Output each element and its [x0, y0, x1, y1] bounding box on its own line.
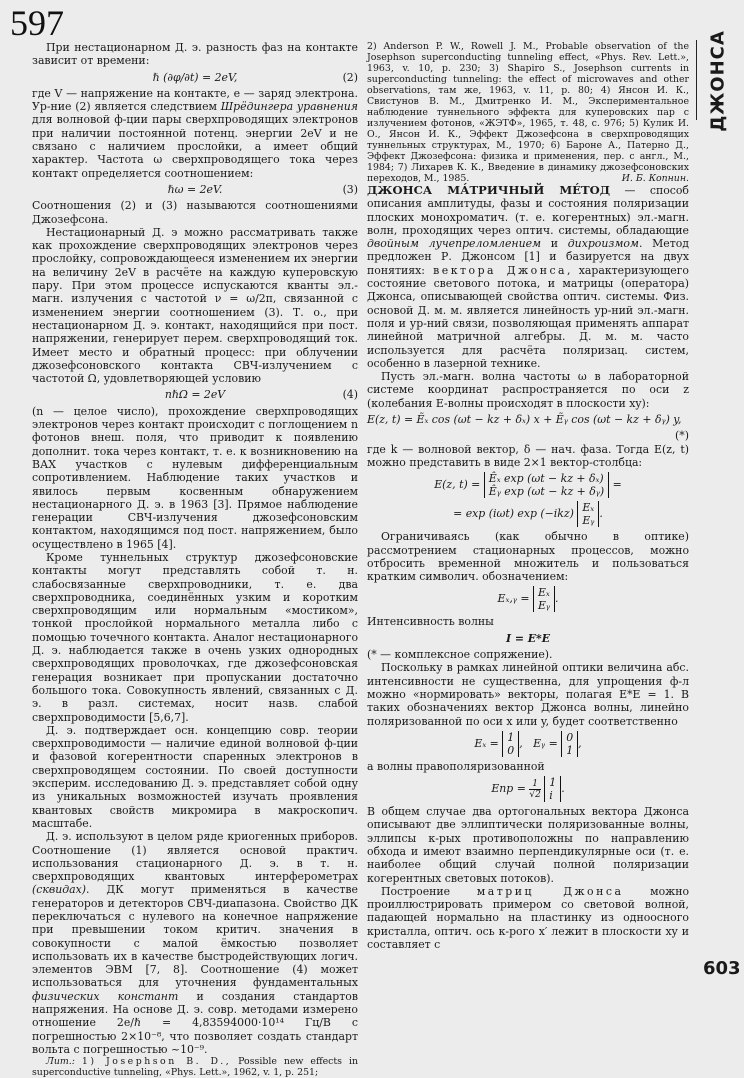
- paragraph: Кроме туннельных структур джозефсоновские контакты могут представлять собой т. н. слабосвязанные сверхпроводники, т. е. два сверхпроводника, соединённых узким и коротким сверхпроводящим или нормальным «мостиком», тонкой прослойкой нормального металла либо с помощью точечного контакта. Аналог нестационарного Д. э. наблюдается также в очень узких однородных сверхпроводящих проволочках, где джозефсоновская генерация возникает при пропускании достаточно большого тока. Совокупность явлений, связанных с Д. э. в разл. системах, носит назв. слабой сверхпроводимости [5,6,7].: [32, 550, 358, 724]
- paragraph: а волны правополяризованной: [367, 759, 545, 773]
- paragraph: (n — целое число), прохождение сверхпроводящих электронов через контакт происходит с поглощением n фотонов внеш. поля, что приводит к появлению дополнит. тока через контакт, т. е. к возникновению на ВАХ участков с нулевым дифференциальным сопротивлением. Наблюдение таких участков и явилось первым косвенным обнаружением нестационарного Д. э. в 1963 [3]. Прямое наблюдение генерации СВЧ-излучения джозефсоновским контактом, находящимся под пост. напряжением, было осуществлено в 1965 [4].: [32, 404, 358, 551]
- column-vector: [502, 731, 519, 757]
- equation-lhs: Eᵧ =: [533, 736, 558, 750]
- equation-symbolic: Eₓ,ᵧ = Eₓ Eᵧ .: [497, 586, 559, 613]
- equation-lhs: Eпр =: [491, 782, 526, 796]
- paragraph: Пусть эл.-магн. волна частоты ω в лабораторной системе координат распространяется по оси z (колебания E-волны происходят в плоскости xy):: [367, 370, 689, 410]
- reference-text: 2) Anderson P. W., Rowell J. M., Probable observation of the Josephson superconducting tunneling effect, «Phys. Rev. Lett.», 1963, v. 10, p. 230; 3) Shapiro S., Josephson currents in superconducting tunneling: the effect of microwaves and other observations, там же, 1963, v. 11, p. 80; 4) Янсон И. К., Свистунов В. М., Дмитренко И. М., Экспериментальное наблюдение туннельного эффекта для куперовских пар с излучением фотонов, «ЖЭТФ», 1965, т. 48, с. 976; 5) Кулик И. О., Янсон И. К., Эффект Джозефсона в сверхпроводящих туннельных структурах, М., 1970; 6) Бароне А., Патерно Д., Эффект Джозефсона: физика и применения, пер. с англ., М., 1984; 7) Лихарев К. К., Введение в динамику джозефсоновских переходов, М., 1985.: [367, 41, 689, 184]
- text: и: [541, 237, 568, 251]
- spaced-term: матриц Джонса: [476, 884, 624, 898]
- paragraph: Соотношения (2) и (3) называются соотношениями Джозефсона.: [32, 199, 358, 226]
- text: можно проиллюстрировать примером со световой волной, падающей нормально на пластинку из одноосного кристалла, оптич. ось к-рого x′ лежит в плоскости xy и составляет с: [367, 884, 690, 952]
- paragraph: Интенсивность волны: [367, 615, 494, 629]
- cross-reference-link[interactable]: Шрёдингера уравнения: [220, 100, 358, 114]
- running-head-text: ДЖОНСА: [707, 30, 729, 132]
- matrix-row: Eᵧ: [537, 599, 551, 613]
- text: — способ описания амплитуды, фазы и состояния поляризации плоских монохроматич. (т. е. когерентных) эл.-магн. волн, проходящих через оптич. системы, обладающие: [367, 184, 689, 237]
- article-author: И. Б. Копнин.: [621, 173, 689, 184]
- matrix-row: 0: [507, 743, 515, 757]
- running-head: [698, 30, 738, 132]
- equation-lhs: Eₓ,ᵧ =: [497, 592, 530, 606]
- left-column: [32, 41, 358, 1078]
- paragraph: где k — волновой вектор, δ — нач. фаза. Тогда E(z, t) можно представить в виде 2×1 вектор-столбца:: [367, 442, 689, 469]
- spaced-term: вектора Джонса: [433, 263, 568, 277]
- equation-lhs: = exp (iωt) exp (−ikz): [453, 507, 574, 521]
- matrix-row: i: [549, 789, 553, 803]
- reference-author: 1) Josephson B. D.,: [81, 1056, 232, 1068]
- right-column: [367, 41, 689, 951]
- text: и создания стандартов напряжения. На основе Д. э. совр. методами измерено отношение 2e/ℏ = 4,83594000·10¹⁴ Гц/В с погрешностью 2×10⁻⁸, что позволяет создать стандарт вольта с погрешностью ~10⁻⁹.: [32, 989, 358, 1056]
- equation-3: [32, 183, 358, 196]
- matrix-row: Eₓ: [537, 586, 550, 600]
- references-label: Лит.:: [46, 1056, 75, 1068]
- equation-text: nℏΩ = 2eV: [164, 388, 226, 402]
- paragraph: [367, 885, 689, 951]
- paragraph: Д. э. подтверждает осн. концепцию совр. теории сверхпроводимости — наличие единой волновой ф-ции и фазовой когерентности спаренных электронов в сверхпроводящем состоянии. По своей доступности эксперим. исследованию Д. э. представляет собой одну из уникальных возможностей изучать проявления квантовых свойств микромира в макроскопич. масштабе.: [32, 723, 358, 830]
- equation-column-vector: [367, 472, 689, 498]
- equation-right-polarized: Eпр = $\frac{1}{√2}$ 1 i .: [491, 776, 565, 803]
- fraction: [529, 779, 540, 800]
- references: [32, 1056, 358, 1078]
- matrix-row: 0: [566, 730, 574, 744]
- text: , характеризующего состояние светового потока, и матрицы (оператора) Джонса, описывающей свойства оптич. системы. Физ. основой Д. м. м. является линейность ур-ний эл.-магн. поля и ур-ний связи, позволяющая применять аппарат линейной матричной алгебры. Д. м. м. часто используется для расчёта поляризац. систем, особенно в лазерной технике.: [367, 263, 689, 370]
- article-intro: [367, 184, 689, 370]
- page-number-top: 597: [10, 3, 64, 43]
- references: [367, 41, 689, 184]
- article-headword: ДЖОНСА МА́ТРИЧНЫЙ МЕ́ТОД: [367, 183, 611, 197]
- fraction-numerator: 1: [532, 778, 538, 789]
- matrix-row: 1: [507, 730, 515, 744]
- equation-number: (3): [342, 182, 358, 196]
- text: для волновой ф-ции пары сверхпроводящих электронов при наличии постоянной потенц. энергии 2eV и не связано с наличием прослойки, а имеет общий характер. Частота ω сверхпроводящего тока через контакт определяется соотношением:: [32, 113, 358, 180]
- equation-linear-vectors: Eₓ = 1 0 , Eᵧ = 0 1 ,: [474, 730, 582, 757]
- cross-reference-link[interactable]: физических констант: [32, 989, 179, 1003]
- matrix-row: Eᵧ: [582, 514, 595, 528]
- matrix-row: 1: [549, 776, 557, 790]
- equation-star: [367, 413, 689, 426]
- paragraph: При нестационарном Д. э. разность фаз на контакте зависит от времени:: [32, 41, 358, 68]
- equation-number: (*): [675, 429, 689, 443]
- equation-number: (2): [342, 70, 358, 84]
- column-vector: [544, 776, 561, 802]
- equation-column-vector-2: = exp (iωt) exp (−ikz) Eₓ Eᵧ .: [453, 501, 603, 528]
- equation-text: E(z, t) = Ẽₓ cos (ωt − kz + δₓ) x + Ẽᵧ cos (ωt − kz + δᵧ) y,: [367, 413, 682, 427]
- column-vector: [577, 501, 599, 527]
- folio-number: 603: [703, 958, 741, 979]
- text: где V — напряжение на контакте, e — заряд электрона. Ур-ние (2) является следствием: [32, 86, 358, 114]
- equation-intensity: I = E*E: [505, 631, 551, 645]
- text: Д. э. используют в целом ряде криогенных приборов. Соотношение (1) является основой практич. использования стационарного Д. э. в т. н. сверхпроводящих квантовых интерферометрах: [32, 830, 358, 884]
- column-vector: [561, 731, 578, 757]
- paragraph: [32, 87, 358, 180]
- paragraph: В общем случае два ортогональных вектора Джонса описывают две эллиптически поляризованные волны, эллипсы к-рых противоположны по направлению обхода и имеют взаимно перпендикулярные оси (т. е. наиболее общий случай полной поляризации когерентных световых потоков).: [367, 805, 689, 885]
- equation-lhs: Eₓ =: [474, 736, 499, 750]
- equation-equals: =: [612, 478, 622, 492]
- matrix-row: Eₓ: [582, 501, 595, 515]
- text: . Метод предложен Р. Джонсом [1] и базируется на двух понятиях:: [367, 237, 690, 277]
- paragraph: (* — комплексное сопряжение).: [367, 648, 553, 662]
- equation-lhs: E(z, t) =: [434, 478, 481, 492]
- column-vector: [533, 586, 555, 612]
- equation-4: [32, 388, 358, 401]
- equation-2: [32, 71, 358, 84]
- text: . ДК могут применяться в качестве генераторов и детекторов СВЧ-диапазона. Свойство ДК переключаться с нулевого на конечное напряжение при превышении током критич. значения в совокупности с малой ёмкостью позволяет использовать их в качестве быстродействующих логич. элементов ЭВМ [7, 8]. Соотношение (4) может использоваться для уточнения фундаментальных: [32, 883, 358, 990]
- paragraph: Поскольку в рамках линейной оптики величина абс. интенсивности не существенна, для упрощения ф-л можно «нормировать» векторы, полагая E*E = 1. В таких обозначениях вектор Джонса волны, линейно поляризованной по оси x или y, будет соответственно: [367, 661, 689, 728]
- reference-text: Possible new effects in superconductive tunneling, «Phys. Lett.», 1962, v. 1, p. 251;: [32, 1056, 358, 1078]
- equation-number: (4): [342, 388, 358, 402]
- cross-reference-link[interactable]: (сквидах): [32, 883, 86, 897]
- matrix-row: 1: [566, 743, 574, 757]
- column-vector: [484, 472, 609, 498]
- matrix-row: Êₓ exp (ωt − kz + δₓ): [488, 472, 604, 486]
- equation-text: ℏω = 2eV.: [167, 182, 223, 196]
- cross-reference-link[interactable]: дихроизмом: [567, 237, 639, 251]
- cross-reference-link[interactable]: двойным лучепреломлением: [367, 237, 542, 251]
- text: Построение: [381, 884, 477, 898]
- paragraph: Нестационарный Д. э можно рассматривать также как прохождение сверхпроводящих электронов через прослойку, сопровождающееся изменением их энергии на величину 2eV в расчёте на каждую куперовскую пару. При этом процессе испускаются кванты эл.- магн. излучения с частотой ν = ω/2π, связанной с изменением энергии соотношением (3). Т. о., при нестационарном Д. э. контакт, находящийся при пост. напряжении, генерирует перем. сверхпроводящий ток. Имеет место и обратный процесс: при облучении джозефсоновского контакта СВЧ-излучением с частотой Ω, удовлетворяющей условию: [32, 225, 358, 386]
- paragraph: [32, 830, 358, 1056]
- matrix-row: Êᵧ exp (ωt − kz + δᵧ): [488, 485, 605, 499]
- paragraph: Ограничиваясь (как обычно в оптике) рассмотрением стационарных процессов, можно отбросить временной множитель и пользоваться кратким символич. обозначением:: [367, 530, 689, 584]
- fraction-denominator: √2: [529, 789, 541, 800]
- equation-text: ℏ (∂φ/∂t) = 2eV,: [152, 70, 238, 84]
